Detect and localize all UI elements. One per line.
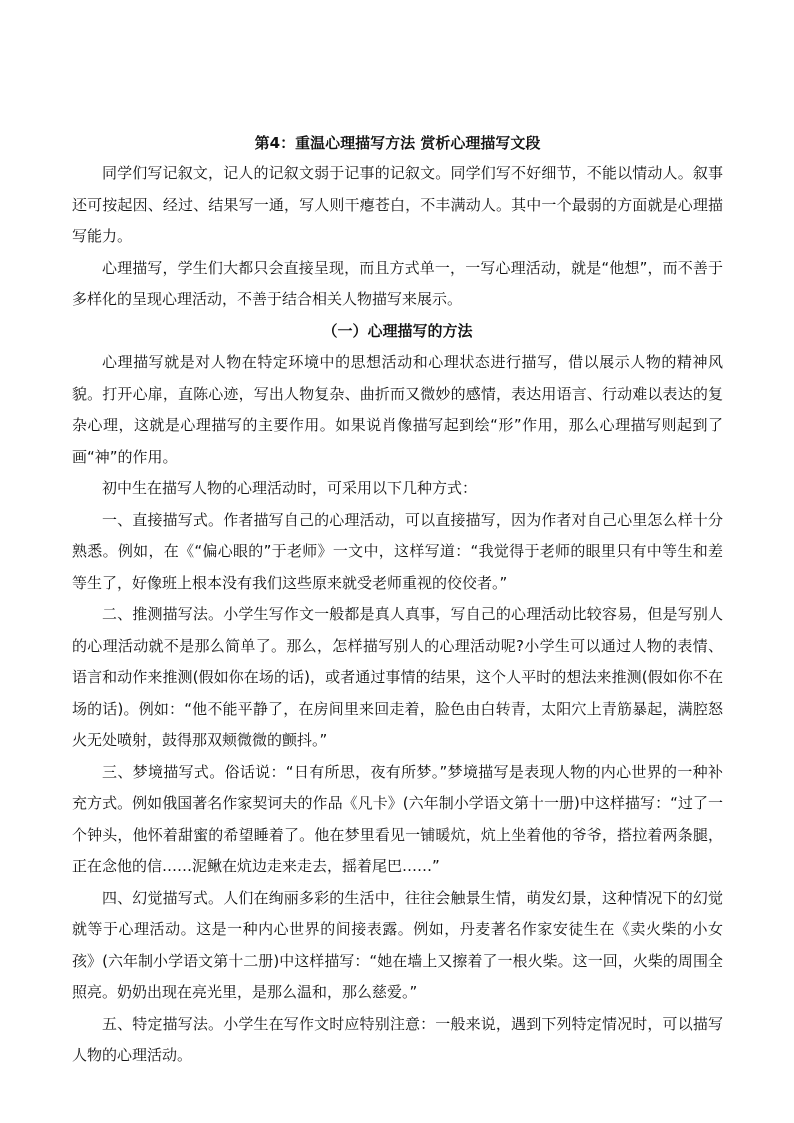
section-paragraph-2: 初中生在描写人物的心理活动时，可采用以下几种方式： xyxy=(102,479,478,497)
method-dream: 三、梦境描写式。俗话说：“日有所思，夜有所梦。”梦境描写是表现人物的内心世界的一种补充方式。例如俄国著名作家契诃夫的作品《凡卡》(六年制小学语文第十一册)中这样描写：“过了一个钟头，他怀着甜蜜的希望睡着了。他在梦里看见一铺暖炕，炕上坐着他的爷爷，搭拉着两条腿，正在念他的信……泥鳅在炕边走来走去，摇着尾巴……” xyxy=(72,762,723,875)
document-body xyxy=(72,128,723,1072)
intro-paragraph-1: 同学们写记叙文，记人的记叙文弱于记事的记叙文。同学们写不好细节，不能以情动人。叙事还可按起因、经过、结果写一通，写人则干瘪苍白，不丰满动人。其中一个最弱的方面就是心理描写能力。 xyxy=(72,164,723,245)
method-specific: 五、特定描写法。小学生在写作文时应特别注意：一般来说，遇到下列特定情况时，可以描写人物的心理活动。 xyxy=(72,1014,723,1064)
section-paragraph-1: 心理描写就是对人物在特定环境中的思想活动和心理状态进行描写，借以展示人物的精神风貌。打开心扉，直陈心迹，写出人物复杂、曲折而又微妙的感情，表达用语言、行动难以表达的复杂心理，这就是心理描写的主要作用。如果说肖像描写起到绘“形”作用，那么心理描写则起到了画“神”的作用。 xyxy=(72,353,723,466)
document-title: 第4：重温心理描写方法 赏析心理描写文段 xyxy=(254,134,541,152)
section-heading: （一）心理描写的方法 xyxy=(322,321,473,340)
method-inference: 二、推测描写法。小学生写作文一般都是真人真事，写自己的心理活动比较容易，但是写别人的心理活动就不是那么简单了。那么，怎样描写别人的心理活动呢?小学生可以通过人物的表情、语言和动作来推测(假如你在场的话)，或者通过事情的结果，这个人平时的想法来推测(假如你不在场的话)。例如：“他不能平静了，在房间里来回走着，脸色由白转青，太阳穴上青筋暴起，满腔怒火无处喷射，鼓得那双颊微微的颤抖。” xyxy=(72,605,723,749)
intro-paragraph-2: 心理描写，学生们大都只会直接呈现，而且方式单一，一写心理活动，就是“他想”，而不善于多样化的呈现心理活动，不善于结合相关人物描写来展示。 xyxy=(72,258,723,308)
method-direct: 一、直接描写式。作者描写自己的心理活动，可以直接描写，因为作者对自己心里怎么样十分熟悉。例如，在《“偏心眼的”于老师》一文中，这样写道：“我觉得于老师的眼里只有中等生和差等生了，好像班上根本没有我们这些原来就受老师重视的佼佼者。” xyxy=(72,510,723,592)
method-illusion: 四、幻觉描写式。人们在绚丽多彩的生活中，往往会触景生情，萌发幻景，这种情况下的幻觉就等于心理活动。这是一种内心世界的间接表露。例如，丹麦著名作家安徒生在《卖火柴的小女孩》(六年制小学语文第十二册)中这样描写：“她在墙上又擦着了一根火柴。这一回，火柴的周围全照亮。奶奶出现在亮光里，是那么温和，那么慈爱。” xyxy=(72,888,723,1001)
